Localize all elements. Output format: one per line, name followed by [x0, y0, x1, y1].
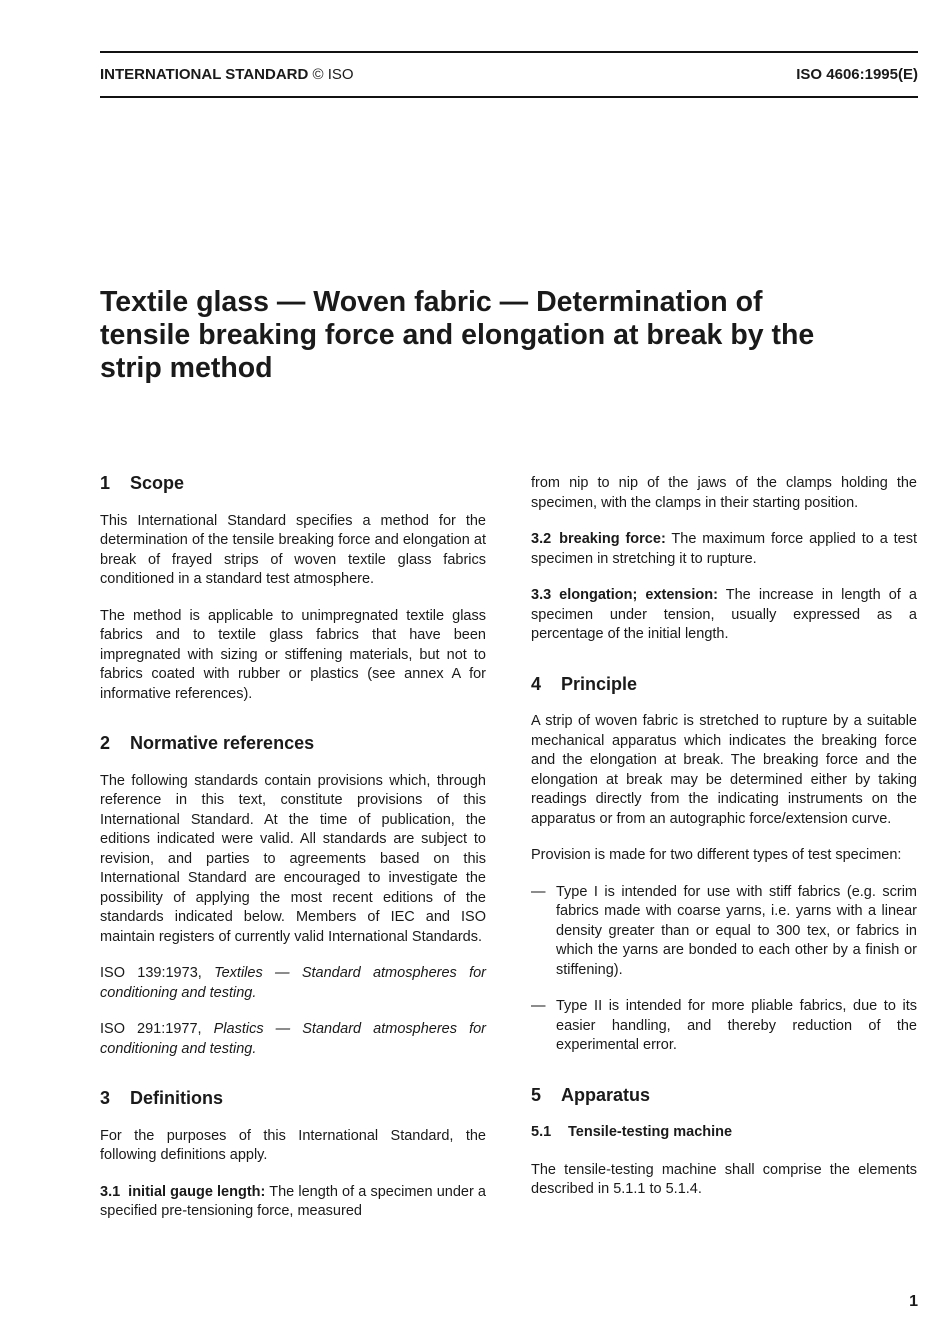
section-heading-apparatus: 5 Apparatus	[531, 1084, 651, 1105]
reference-iso-139: ISO 139:1973, Textiles — Standard atmospheres for conditioning and testing.	[100, 965, 486, 1001]
section-heading-definitions: 3 Definitions	[100, 1088, 223, 1108]
definition-3-2: 3.2 breaking force: The maximum force applied to a test specimen in stretching it to rupture.	[531, 531, 918, 567]
left-column	[100, 474, 486, 1239]
header-document-number: ISO 4606:1995(E)	[796, 66, 918, 83]
header-top-rule	[100, 51, 918, 53]
dash-bullet: —	[531, 883, 546, 900]
principle-paragraph-1: A strip of woven fabric is stretched to rupture by a suitable mechanical apparatus which indicates the breaking force and the elongation at break. The breaking force and the elongation at break may be determined either by taking readings directly from the indicating instruments on the apparatus or from an autographic force/extension curve.	[531, 713, 917, 827]
definition-3-3: 3.3 elongation; extension: The increase in length of a specimen under tension, usually expressed as a percentage of the initial length.	[531, 587, 917, 642]
header-standard-label: INTERNATIONAL STANDARD	[100, 66, 309, 83]
principle-paragraph-2: Provision is made for two different types of test specimen:	[531, 847, 902, 863]
section-heading-normative-references: 2 Normative references	[100, 733, 315, 753]
section-heading-scope: 1 Scope	[100, 473, 185, 493]
title-line-2: tensile breaking force and elongation at break by the	[100, 319, 815, 351]
list-item: — Type II is intended for more pliable fabrics, due to its easier handling, and thereby reduction of the experimental error.	[531, 998, 917, 1053]
right-column	[531, 474, 917, 1217]
normative-paragraph: The following standards contain provisions which, through reference in this text, constitute provisions of this International Standard. At the time of publication, the editions indicated were valid. All standards are subject to revision, and parties to agreements based on this International Standard are encouraged to investigate the possibility of applying the most recent editions of the standards indicated below. Members of IEC and ISO maintain registers of currently valid International Standards.	[100, 772, 486, 945]
reference-iso-291: ISO 291:1977, Plastics — Standard atmospheres for conditioning and testing.	[100, 1021, 486, 1057]
title-line-1: Textile glass — Woven fabric — Determination of	[100, 286, 763, 318]
header-copyright: © ISO	[312, 66, 354, 83]
scope-paragraph-2: The method is applicable to unimpregnated textile glass fabrics and to textile glass fabrics that have been impregnated with sizing or stiffening materials, but not to fabrics coated with rubber or plastics (see annex A for informative references).	[100, 607, 486, 702]
header-left	[100, 66, 354, 83]
definition-3-1-continued: from nip to nip of the jaws of the clamps holding the specimen, with the clamps in their starting position.	[531, 475, 917, 511]
page-number: 1	[909, 1293, 918, 1310]
scope-paragraph-1: This International Standard specifies a method for the determination of the tensile breaking force and elongation at break of frayed strips of woven textile glass fabrics conditioned in a standard test atmosphere.	[100, 512, 486, 587]
document-title	[100, 286, 900, 385]
header-bottom-rule	[100, 96, 918, 98]
subsection-heading-tensile-testing-machine: 5.1 Tensile-testing machine	[531, 1124, 733, 1140]
apparatus-paragraph: The tensile-testing machine shall comprise the elements described in 5.1.1 to 5.1.4.	[531, 1161, 917, 1197]
section-heading-principle: 4 Principle	[531, 673, 638, 694]
dash-bullet: —	[531, 998, 546, 1014]
list-item: — Type I is intended for use with stiff fabrics (e.g. scrim fabrics made with coarse yarns, i.e. yarns with a linear density greater than or equal to 300 tex, or fabrics in which the yarns are bonded to each other by a finish or stiffening).	[531, 883, 917, 978]
definition-3-1: 3.1 initial gauge length: The length of a specimen under a specified pre-tensioning force, measured	[100, 1183, 486, 1219]
definitions-intro: For the purposes of this International Standard, the following definitions apply.	[100, 1127, 486, 1163]
title-line-3: strip method	[100, 352, 273, 384]
